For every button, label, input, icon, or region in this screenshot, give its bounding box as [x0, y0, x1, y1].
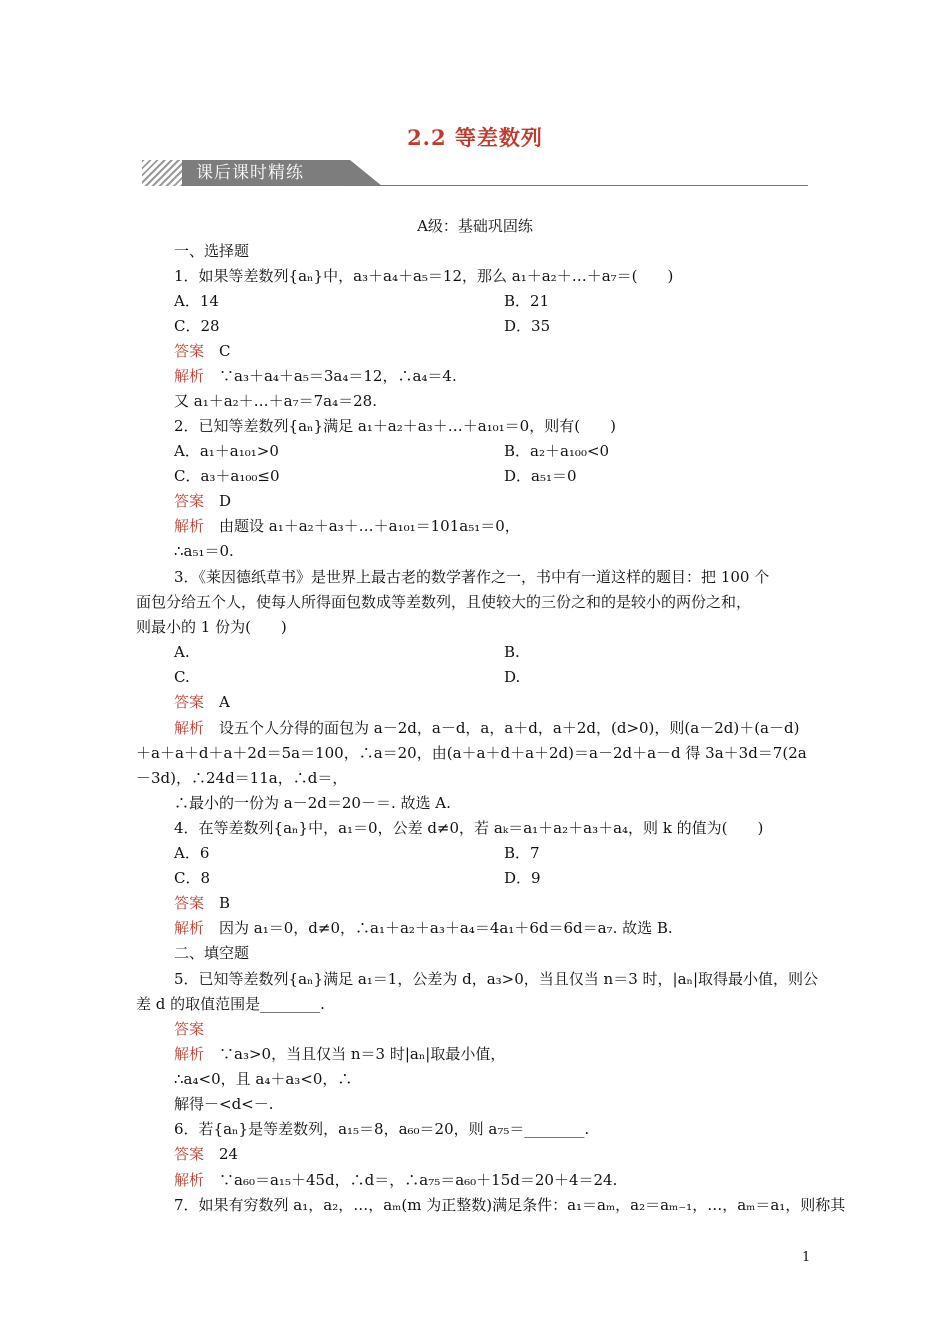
line-text: A．6	[174, 844, 210, 862]
text-line	[174, 1067, 352, 1092]
line-text: ∴a₅₁＝0.	[174, 542, 234, 560]
line-text: B.	[504, 643, 520, 661]
text-line	[174, 916, 673, 941]
page-title: 2.2 等差数列	[407, 125, 543, 150]
text-line	[174, 264, 673, 289]
analysis-label: 解析	[174, 719, 220, 737]
line-text: 5．已知等差数列{aₙ}满足 a₁＝1，公差为 d，a₃>0，当且仅当 n＝3 时，|aₙ|取得最小值，则公	[174, 970, 819, 988]
line-text: C.	[174, 668, 190, 686]
text-line	[174, 690, 230, 715]
line-text: C．8	[174, 869, 211, 887]
line-text: 因为 a₁＝0，d≠0，∴a₁＋a₂＋a₃＋a₄＝4a₁＋6d＝6d＝a₇. 故选 B.	[219, 919, 673, 937]
line-text: 24	[219, 1145, 239, 1163]
text-line	[136, 590, 751, 615]
text-line	[504, 665, 520, 690]
line-text: 则最小的 1 份为( )	[136, 618, 287, 636]
text-line	[174, 389, 377, 414]
line-text: A．14	[174, 292, 219, 310]
line-text: ＋a＋a＋d＋a＋2d＝5a＝100，∴a＝20，由(a＋a＋d＋a＋2d)＝a－2d＋a－d 得 3a＋3d＝7(2a	[136, 744, 807, 762]
text-line	[174, 967, 818, 992]
line-text: D．9	[504, 869, 541, 887]
analysis-label: 解析	[174, 1045, 220, 1063]
line-text: A	[219, 693, 230, 711]
text-line	[174, 1142, 238, 1167]
line-text: D．a₅₁＝0	[504, 467, 577, 485]
text-line	[174, 539, 234, 564]
answer-label: 答案	[174, 894, 220, 912]
line-text: B．21	[504, 292, 550, 310]
text-line	[504, 841, 540, 866]
text-line	[174, 1117, 589, 1142]
text-line	[174, 565, 769, 590]
text-line	[174, 640, 190, 665]
line-text: 又 a₁＋a₂＋…＋a₇＝7a₄＝28.	[174, 392, 377, 410]
page-number: 1	[802, 1250, 811, 1265]
text-line	[174, 716, 799, 741]
line-text: A.	[174, 643, 190, 661]
text-line	[174, 1092, 274, 1117]
line-text: 差 d 的取值范围是________.	[136, 995, 325, 1013]
line-text: D.	[504, 668, 521, 686]
line-text: ∵a₃>0，当且仅当 n＝3 时|aₙ|取最小值，	[219, 1045, 506, 1063]
text-line	[174, 665, 190, 690]
text-line	[174, 414, 616, 439]
answer-label: 答案	[174, 1020, 220, 1038]
line-text: 一、选择题	[174, 242, 250, 260]
line-text: 7．如果有穷数列 a₁，a₂，…，aₘ(m 为正整数)满足条件：a₁＝aₘ，a₂＝aₘ₋₁，…，aₘ＝a₁，则称其	[174, 1196, 846, 1214]
text-line	[174, 816, 763, 841]
text-line	[174, 891, 230, 916]
text-line	[136, 741, 807, 766]
text-line	[504, 464, 577, 489]
line-text: B	[219, 894, 231, 912]
text-line	[174, 364, 457, 389]
section-banner	[142, 160, 808, 186]
text-line	[504, 314, 550, 339]
text-line	[174, 1193, 845, 1218]
line-text: 1．如果等差数列{aₙ}中，a₃＋a₄＋a₅＝12，那么 a₁＋a₂＋…＋a₇＝( )	[174, 267, 674, 285]
text-line	[174, 941, 249, 966]
line-text: ∴最小的一份为 a－2d＝20－＝. 故选 A.	[174, 794, 451, 812]
text-line	[174, 314, 220, 339]
line-text: C	[219, 342, 231, 360]
line-text: C．28	[174, 317, 220, 335]
line-text: 二、填空题	[174, 944, 250, 962]
banner-stripes	[142, 160, 184, 186]
line-text: 3．《莱因德纸草书》是世界上最古老的数学著作之一，书中有一道这样的题目：把 100 个	[174, 568, 770, 586]
line-text: B．a₂＋a₁₀₀<0	[504, 442, 610, 460]
line-text: 面包分给五个人，使每人所得面包数成等差数列，且使较大的三份之和的是较小的两份之和，	[136, 593, 752, 611]
text-line	[174, 1042, 505, 1067]
line-text: 4．在等差数列{aₙ}中，a₁＝0，公差 d≠0，若 aₖ＝a₁＋a₂＋a₃＋a₄，则 k 的值为( )	[174, 819, 764, 837]
line-text: D	[219, 492, 232, 510]
text-line	[136, 615, 287, 640]
banner-rule	[342, 185, 808, 186]
text-line	[174, 866, 210, 891]
text-line	[174, 514, 520, 539]
analysis-label: 解析	[174, 367, 220, 385]
answer-label: 答案	[174, 693, 220, 711]
line-text: D．35	[504, 317, 551, 335]
text-line	[504, 640, 520, 665]
text-line	[174, 1017, 219, 1042]
answer-label: 答案	[174, 1145, 220, 1163]
line-text: 6．若{aₙ}是等差数列，a₁₅＝8，a₆₀＝20，则 a₇₅＝________.	[174, 1120, 590, 1138]
line-text: B．7	[504, 844, 540, 862]
line-text: ∵a₃＋a₄＋a₅＝3a₄＝12，∴a₄＝4.	[219, 367, 457, 385]
text-line	[174, 339, 231, 364]
text-line	[174, 289, 219, 314]
line-text: C．a₃＋a₁₀₀≤0	[174, 467, 280, 485]
text-line	[504, 866, 541, 891]
text-line	[136, 992, 325, 1017]
line-text: －3d)，∴24d＝11a，∴d＝，	[136, 769, 348, 787]
text-line	[504, 439, 609, 464]
line-text: 由题设 a₁＋a₂＋a₃＋…＋a₁₀₁＝101a₅₁＝0，	[219, 517, 520, 535]
analysis-label: 解析	[174, 919, 220, 937]
answer-label: 答案	[174, 342, 220, 360]
analysis-label: 解析	[174, 517, 220, 535]
text-line	[504, 289, 549, 314]
banner-label: 课后课时精练	[196, 163, 304, 183]
text-line	[174, 1168, 617, 1193]
text-line	[174, 439, 279, 464]
level-heading: A级：基础巩固练	[417, 217, 533, 235]
text-line	[174, 464, 280, 489]
line-text: 2．已知等差数列{aₙ}满足 a₁＋a₂＋a₃＋…＋a₁₀₁＝0，则有( )	[174, 417, 616, 435]
text-line	[136, 766, 347, 791]
line-text: 解得－<d<－.	[174, 1095, 274, 1113]
line-text: 设五个人分得的面包为 a－2d，a－d，a，a＋d，a＋2d，(d>0)，则(a－2d)＋(a－d)	[219, 719, 800, 737]
analysis-label: 解析	[174, 1171, 220, 1189]
text-line	[174, 791, 451, 816]
line-text: A．a₁＋a₁₀₁>0	[174, 442, 279, 460]
text-line	[174, 489, 231, 514]
answer-label: 答案	[174, 492, 220, 510]
text-line	[174, 239, 249, 264]
text-line	[174, 841, 209, 866]
line-text: ∴a₄<0，且 a₄＋a₃<0，∴	[174, 1070, 353, 1088]
line-text: ∵a₆₀＝a₁₅＋45d，∴d＝，∴a₇₅＝a₆₀＋15d＝20＋4＝24.	[219, 1171, 618, 1189]
